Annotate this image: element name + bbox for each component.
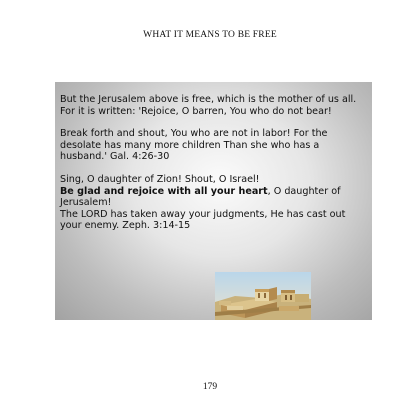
scripture-paragraph-1: But the Jerusalem above is free, which is the mother of us all. For it is written: 'Rejoice, O barren, You who do not bear! bbox=[60, 94, 357, 117]
temple-illustration bbox=[215, 272, 311, 320]
slide-text bbox=[60, 94, 368, 232]
slide-panel bbox=[55, 82, 372, 320]
temple-illustration-svg bbox=[215, 272, 311, 320]
scripture-line-5: The LORD has taken away your judgments, He has cast out your enemy. Zeph. 3:14-15 bbox=[60, 208, 346, 232]
scripture-paragraph-2: Break forth and shout, You who are not in labor! For the desolate has many more children Than she who has a husband.' Gal. 4:26-30 bbox=[60, 128, 328, 163]
scripture-line-3: Sing, O daughter of Zion! Shout, O Israel! bbox=[60, 173, 260, 185]
emphasis-text: Be glad and rejoice with all your heart bbox=[60, 185, 268, 197]
page-header: WHAT IT MEANS TO BE FREE bbox=[143, 30, 277, 40]
page-number: 179 bbox=[202, 382, 218, 392]
scripture-line-4-rest: , O daughter of Jerusalem! bbox=[60, 185, 341, 209]
scripture-line-4 bbox=[60, 186, 368, 209]
